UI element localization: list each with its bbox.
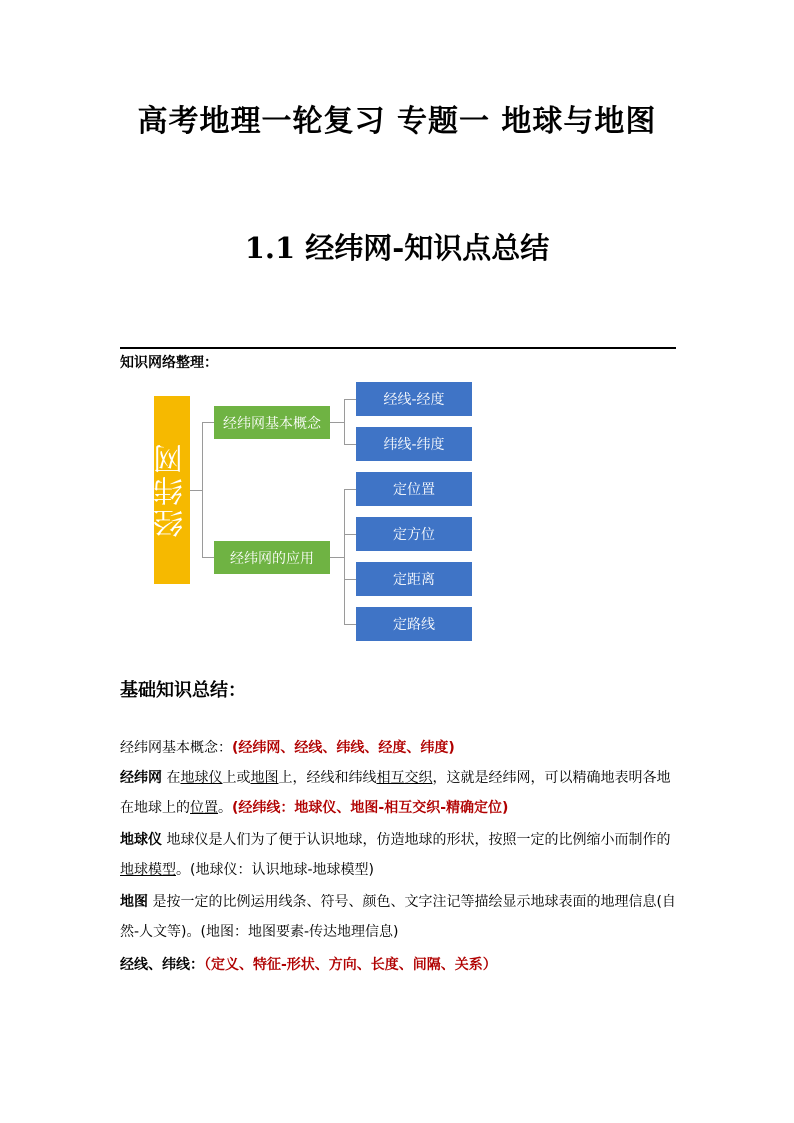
term-label: 经纬网 bbox=[120, 770, 162, 786]
underlined-term: 地球仪 bbox=[180, 770, 223, 786]
text-segment: 。 bbox=[218, 800, 232, 816]
mindmap-root-label: 经纬网 bbox=[154, 442, 189, 538]
key-points: （定义、特征-形状、方向、长度、间隔、关系） bbox=[204, 957, 497, 973]
underlined-term: 地图 bbox=[250, 770, 279, 786]
connector bbox=[330, 557, 344, 558]
summary-para-graticule bbox=[120, 763, 680, 823]
key-points: (经纬网、经线、纬线、经度、纬度) bbox=[232, 740, 455, 756]
summary-title: 基础知识总结： bbox=[120, 680, 246, 701]
mindmap-application-child: 定路线 bbox=[356, 607, 472, 641]
connector bbox=[330, 422, 344, 423]
connector bbox=[344, 444, 356, 445]
connector bbox=[344, 534, 356, 535]
term-label: 地球仪 bbox=[120, 832, 162, 848]
connector bbox=[344, 489, 345, 625]
text-segment: 地球仪是人们为了便于认识地球，仿造地球的形状，按照一定的比例缩小而制作的 bbox=[162, 832, 671, 848]
text-segment: 经纬网基本概念： bbox=[120, 740, 232, 756]
text-segment: 在 bbox=[162, 770, 181, 786]
mindmap-application-child: 定距离 bbox=[356, 562, 472, 596]
connector bbox=[344, 624, 356, 625]
summary-line-concepts bbox=[120, 733, 680, 763]
connector bbox=[202, 422, 203, 558]
underlined-term: 相互交织 bbox=[376, 770, 433, 786]
mindmap-concept: 经纬网基本概念 bbox=[214, 406, 330, 439]
knowledge-mindmap bbox=[150, 378, 490, 648]
connector bbox=[202, 422, 214, 423]
divider bbox=[120, 347, 676, 349]
text-segment: 上，经线和纬线 bbox=[278, 770, 377, 786]
underlined-term: 位置 bbox=[190, 800, 218, 816]
mindmap-root bbox=[154, 396, 190, 584]
connector bbox=[202, 557, 214, 558]
connector bbox=[344, 579, 356, 580]
connector bbox=[344, 489, 356, 490]
summary-para-map bbox=[120, 887, 680, 947]
main-title: 高考地理一轮复习 专题一 地球与地图 bbox=[137, 104, 657, 139]
mindmap-application: 经纬网的应用 bbox=[214, 541, 330, 574]
mindmap-application-child: 定方位 bbox=[356, 517, 472, 551]
text-segment: 。(地球仪：认识地球-地球模型) bbox=[176, 862, 374, 878]
connector bbox=[190, 490, 202, 491]
mindmap-concept-child: 纬线-纬度 bbox=[356, 427, 472, 461]
term-label: 地图 bbox=[120, 894, 148, 910]
mindmap-application-child: 定位置 bbox=[356, 472, 472, 506]
summary-line-meridians bbox=[120, 950, 680, 980]
text-segment: 上或 bbox=[222, 770, 251, 786]
network-label: 知识网络整理： bbox=[120, 355, 218, 371]
underlined-term: 地球模型 bbox=[120, 862, 176, 878]
connector bbox=[344, 399, 345, 445]
mindmap-concept-child: 经线-经度 bbox=[356, 382, 472, 416]
text-segment: 是按一定的比例运用线条、符号、颜色、文字注记等描绘显示地球表面的地理信息(自然-人文等)。(地图：地图要素-传达地理信息) bbox=[120, 894, 676, 940]
text-segment: ，这就是经纬网，可以精确地表明各地在地球上的 bbox=[120, 770, 671, 816]
sub-title: 1.1 经纬网-知识点总结 bbox=[244, 231, 550, 265]
term-label: 经线、纬线： bbox=[120, 957, 204, 973]
summary-para-globe bbox=[120, 825, 680, 885]
connector bbox=[344, 399, 356, 400]
key-points: (经纬线：地球仪、地图-相互交织-精确定位) bbox=[232, 800, 509, 816]
